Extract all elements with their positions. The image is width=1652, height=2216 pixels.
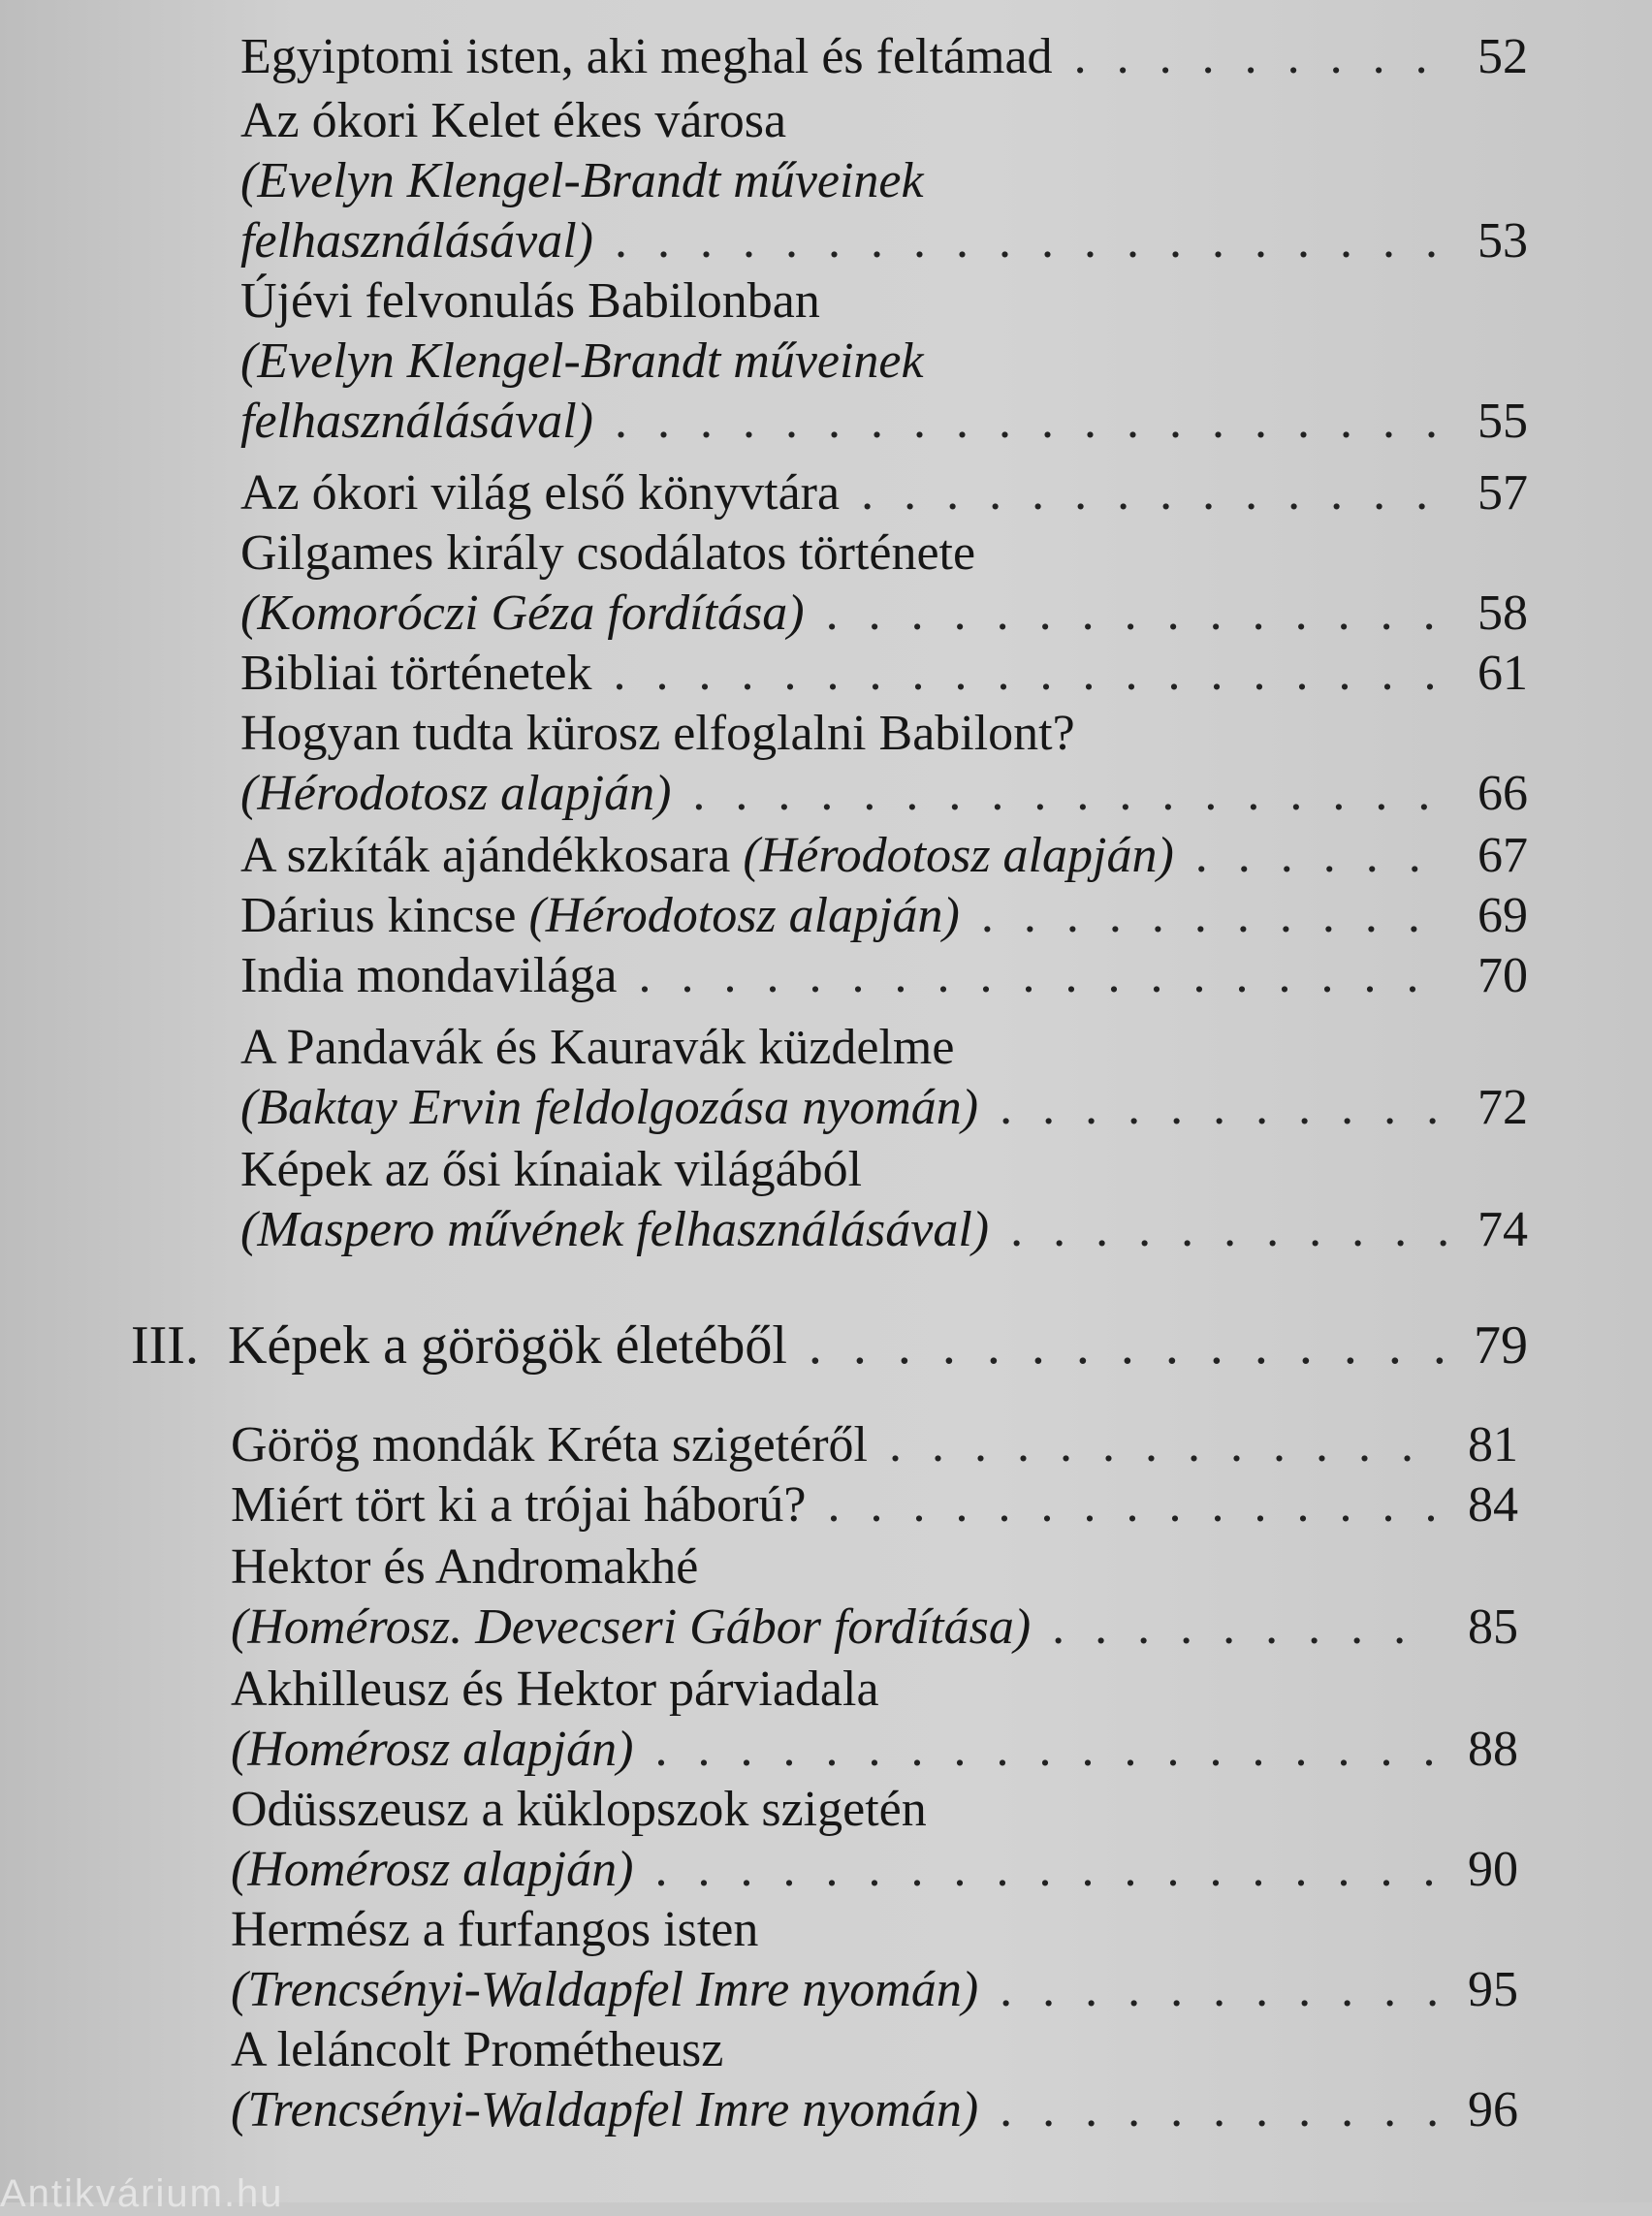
toc-subtitle: (Trencsényi-Waldapfel Imre nyomán) [231, 2082, 979, 2137]
toc-subtitle: (Komoróczi Géza fordítása) [240, 586, 805, 641]
toc-title: A leláncolt Prométheusz [231, 2022, 724, 2077]
dot-leader [1000, 1078, 1448, 1138]
toc-page-number: 85 [1468, 1599, 1518, 1655]
toc-page-number: 53 [1477, 213, 1528, 269]
toc-title: Újévi felvonulás Babilonban [240, 273, 820, 329]
toc-subtitle: (Homérosz. Devecseri Gábor fordítása) [231, 1599, 1032, 1655]
dot-leader [809, 1314, 1448, 1377]
toc-entry [231, 1900, 1518, 2020]
dot-leader [655, 1720, 1440, 1780]
toc-entry [240, 826, 1528, 886]
dot-leader [981, 886, 1448, 946]
toc-page-number: 70 [1477, 948, 1528, 1003]
toc-entry [231, 1660, 1518, 1780]
toc-title: Bibliai történetek [240, 646, 592, 701]
dot-leader [638, 946, 1448, 1006]
toc-title: Gilgames király csodálatos története [240, 525, 976, 581]
dot-leader [1000, 2080, 1439, 2140]
toc-page-number: 67 [1477, 828, 1528, 883]
dot-leader [889, 1415, 1439, 1475]
toc-subtitle: (Baktay Ervin feldolgozása nyomán) [240, 1080, 979, 1135]
dot-leader [615, 211, 1448, 271]
toc-page-number: 79 [1474, 1315, 1528, 1376]
toc-subtitle: felhasználásával) [240, 213, 593, 269]
dot-leader [826, 584, 1448, 644]
toc-entry [240, 1018, 1528, 1138]
toc-title: Az ókori világ első könyvtára [240, 465, 841, 521]
toc-page-number: 66 [1477, 766, 1528, 821]
toc-entry [240, 271, 1528, 452]
dot-leader [1000, 1960, 1439, 2020]
section-numeral: III. [131, 1315, 199, 1376]
dot-leader [1195, 826, 1448, 886]
toc-title: Hermész a furfangos isten [231, 1902, 759, 1957]
toc-section-heading [131, 1314, 1528, 1377]
toc-subtitle: (Hérodotosz alapján) [743, 828, 1174, 883]
toc-title: India mondavilága [240, 948, 618, 1003]
toc-entry [240, 91, 1528, 271]
section-title: Képek a görögök életéből [228, 1315, 787, 1376]
toc-title: Egyiptomi isten, aki meghal és feltámad [240, 29, 1053, 84]
toc-page-number: 74 [1477, 1202, 1528, 1257]
toc-page-number: 57 [1477, 465, 1528, 521]
toc-entry [231, 1780, 1518, 1900]
toc-title: Dárius kincse [240, 888, 517, 943]
toc-page-number: 84 [1468, 1477, 1518, 1533]
toc-page-number: 58 [1477, 586, 1528, 641]
toc-subtitle: (Homérosz alapján) [231, 1722, 634, 1777]
toc-title: Miért tört ki a trójai háború? [231, 1477, 807, 1533]
toc-title: Az ókori Kelet ékes városa [240, 93, 787, 148]
toc-entry [231, 2020, 1518, 2140]
toc-title: Odüsszeusz a küklopszok szigetén [231, 1782, 927, 1837]
toc-title: Hogyan tudta kürosz elfoglalni Babilont? [240, 706, 1075, 761]
toc-page-number: 96 [1468, 2082, 1518, 2137]
toc-page-number: 95 [1468, 1962, 1518, 2017]
dot-leader [861, 463, 1448, 523]
toc-page-number: 72 [1477, 1080, 1528, 1135]
toc-page-number: 81 [1468, 1417, 1518, 1472]
toc-subtitle: felhasználásával) [240, 394, 593, 449]
toc-title: Hektor és Andromakhé [231, 1539, 699, 1595]
toc-page-number: 69 [1477, 888, 1528, 943]
toc-title: A szkíták ajándékkosara [240, 828, 731, 883]
toc-entry [240, 886, 1528, 946]
dot-leader [613, 644, 1448, 704]
dot-leader [1052, 1598, 1439, 1658]
toc-entry [240, 523, 1528, 644]
toc-subtitle: (Hérodotosz alapján) [528, 888, 960, 943]
toc-subtitle: (Evelyn Klengel-Brandt műveinek [240, 153, 924, 208]
toc-page-number: 52 [1477, 29, 1528, 84]
toc-entry [240, 946, 1528, 1006]
toc-entry [231, 1475, 1518, 1535]
toc-title: A Pandavák és Kauravák küzdelme [240, 1020, 955, 1075]
toc-entry [240, 1140, 1528, 1260]
dot-leader [1074, 27, 1448, 87]
toc-page-number: 61 [1477, 646, 1528, 701]
toc-entry [240, 704, 1528, 824]
toc-subtitle: (Hérodotosz alapján) [240, 766, 672, 821]
toc-page-number: 55 [1477, 394, 1528, 449]
toc-entry [231, 1415, 1518, 1475]
toc-subtitle: (Homérosz alapján) [231, 1842, 634, 1897]
dot-leader [692, 764, 1448, 824]
dot-leader [615, 392, 1448, 452]
toc-title: Akhilleusz és Hektor párviadala [231, 1662, 879, 1717]
toc-page-number: 88 [1468, 1722, 1518, 1777]
dot-leader [1010, 1200, 1448, 1260]
dot-leader [655, 1840, 1440, 1900]
toc-page-number: 90 [1468, 1842, 1518, 1897]
toc-entry [231, 1537, 1518, 1658]
toc-subtitle: (Maspero művének felhasználásával) [240, 1202, 990, 1257]
dot-leader [827, 1475, 1439, 1535]
watermark-text: Antikvárium.hu [0, 2172, 284, 2215]
toc-subtitle: (Trencsényi-Waldapfel Imre nyomán) [231, 1962, 979, 2017]
toc-title: Görög mondák Kréta szigetéről [231, 1417, 869, 1472]
toc-entry [240, 27, 1528, 87]
toc-subtitle: (Evelyn Klengel-Brandt műveinek [240, 333, 924, 389]
toc-entry [240, 463, 1528, 523]
toc-entry [240, 644, 1528, 704]
toc-title: Képek az ősi kínaiak világából [240, 1142, 863, 1197]
